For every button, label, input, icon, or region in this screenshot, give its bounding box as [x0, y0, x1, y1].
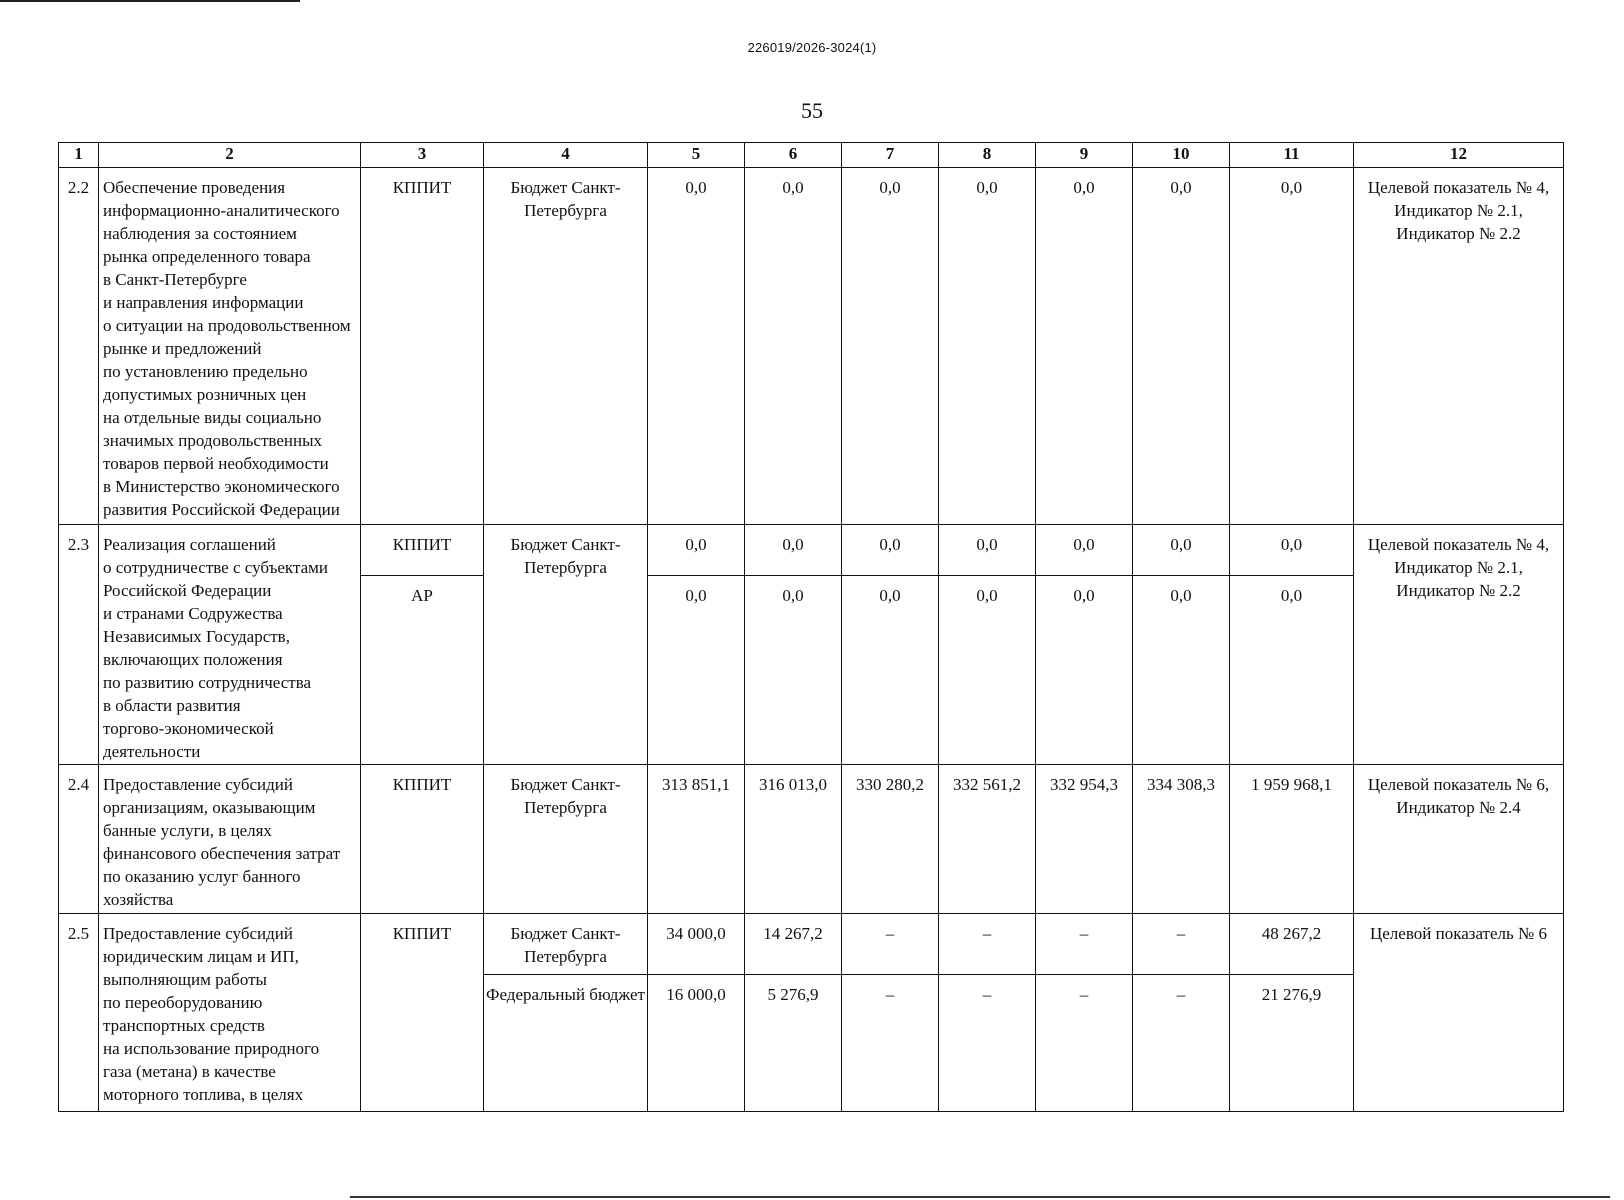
value-cell: 0,0: [745, 576, 842, 765]
value-cell: 0,0: [648, 168, 745, 525]
header-cell: 4: [484, 143, 648, 168]
table-row: [59, 765, 1564, 914]
value-cell: 0,0: [1133, 168, 1230, 525]
value-cell: –: [939, 975, 1036, 1112]
table-row: [59, 168, 1564, 525]
funding-source: Бюджет Санкт-Петербурга: [484, 914, 648, 975]
value-cell: 0,0: [648, 576, 745, 765]
value-cell: –: [1036, 975, 1133, 1112]
executor: КППИТ: [361, 525, 484, 576]
value-cell: 0,0: [648, 525, 745, 576]
value-cell: 0,0: [939, 168, 1036, 525]
value-cell: 0,0: [842, 576, 939, 765]
row-number: 2.2: [59, 168, 99, 525]
executor: КППИТ: [361, 914, 484, 1112]
value-cell: 0,0: [1036, 525, 1133, 576]
event-name: Реализация соглашений о сотрудничестве с субъектами Российской Федерации и странами Содружества Независимых Государств, включающих положения по развитию сотрудничества в области развития торгово-экономической деятельности: [99, 525, 361, 765]
target-indicator: Целевой показатель № 4, Индикатор № 2.1, Индикатор № 2.2: [1354, 525, 1564, 765]
value-cell: 330 280,2: [842, 765, 939, 914]
budget-table: [58, 142, 1564, 1112]
value-cell: 21 276,9: [1230, 975, 1354, 1112]
value-cell: –: [939, 914, 1036, 975]
value-cell: –: [1133, 975, 1230, 1112]
funding-source: Бюджет Санкт-Петербурга: [484, 525, 648, 765]
scan-edge-line: [350, 1196, 1610, 1198]
document-number: 226019/2026-3024(1): [747, 40, 877, 55]
executor: КППИТ: [361, 168, 484, 525]
header-cell: 8: [939, 143, 1036, 168]
value-cell: 0,0: [939, 525, 1036, 576]
row-number: 2.3: [59, 525, 99, 765]
value-cell: 16 000,0: [648, 975, 745, 1112]
value-cell: –: [1036, 914, 1133, 975]
value-cell: 332 561,2: [939, 765, 1036, 914]
table-row: [59, 914, 1564, 975]
target-indicator: Целевой показатель № 6, Индикатор № 2.4: [1354, 765, 1564, 914]
header-cell: 2: [99, 143, 361, 168]
table-row: [59, 525, 1564, 576]
header-cell: 5: [648, 143, 745, 168]
value-cell: 0,0: [1230, 525, 1354, 576]
value-cell: 0,0: [842, 168, 939, 525]
page-number: 55: [801, 98, 823, 123]
scan-edge-line: [0, 0, 300, 2]
row-number: 2.5: [59, 914, 99, 1112]
header-cell: 9: [1036, 143, 1133, 168]
row-number: 2.4: [59, 765, 99, 914]
value-cell: 313 851,1: [648, 765, 745, 914]
value-cell: 48 267,2: [1230, 914, 1354, 975]
value-cell: 5 276,9: [745, 975, 842, 1112]
header-cell: 6: [745, 143, 842, 168]
value-cell: 14 267,2: [745, 914, 842, 975]
value-cell: 34 000,0: [648, 914, 745, 975]
value-cell: 1 959 968,1: [1230, 765, 1354, 914]
header-cell: 11: [1230, 143, 1354, 168]
target-indicator: Целевой показатель № 4, Индикатор № 2.1, Индикатор № 2.2: [1354, 168, 1564, 525]
value-cell: 0,0: [745, 168, 842, 525]
value-cell: 0,0: [1133, 525, 1230, 576]
value-cell: –: [842, 914, 939, 975]
value-cell: 316 013,0: [745, 765, 842, 914]
event-name: Предоставление субсидий юридическим лицам и ИП, выполняющим работы по переоборудованию транспортных средств на использование природного газа (метана) в качестве моторного топлива, в целях: [99, 914, 361, 1112]
table-header-row: [59, 143, 1564, 168]
value-cell: 334 308,3: [1133, 765, 1230, 914]
funding-source: Бюджет Санкт-Петербурга: [484, 168, 648, 525]
executor: АР: [361, 576, 484, 765]
event-name: Обеспечение проведения информационно-аналитического наблюдения за состоянием рынка определенного товара в Санкт-Петербурге и направления информации о ситуации на продовольственном рынке и предложений по установлению предельно допустимых розничных цен на отдельные виды социально значимых продовольственных товаров первой необходимости в Министерство экономического развития Российской Федерации: [99, 168, 361, 525]
value-cell: 0,0: [1230, 168, 1354, 525]
value-cell: 0,0: [939, 576, 1036, 765]
value-cell: 0,0: [1036, 168, 1133, 525]
value-cell: 0,0: [1036, 576, 1133, 765]
header-cell: 7: [842, 143, 939, 168]
value-cell: 332 954,3: [1036, 765, 1133, 914]
value-cell: 0,0: [1230, 576, 1354, 765]
executor: КППИТ: [361, 765, 484, 914]
value-cell: 0,0: [842, 525, 939, 576]
event-name: Предоставление субсидий организациям, оказывающим банные услуги, в целях финансового обеспечения затрат по оказанию услуг банного хозяйства: [99, 765, 361, 914]
header-cell: 10: [1133, 143, 1230, 168]
header-cell: 12: [1354, 143, 1564, 168]
value-cell: 0,0: [1133, 576, 1230, 765]
value-cell: 0,0: [745, 525, 842, 576]
header-cell: 1: [59, 143, 99, 168]
funding-source: Федеральный бюджет: [484, 975, 648, 1112]
value-cell: –: [842, 975, 939, 1112]
header-cell: 3: [361, 143, 484, 168]
value-cell: –: [1133, 914, 1230, 975]
funding-source: Бюджет Санкт-Петербурга: [484, 765, 648, 914]
target-indicator: Целевой показатель № 6: [1354, 914, 1564, 1112]
